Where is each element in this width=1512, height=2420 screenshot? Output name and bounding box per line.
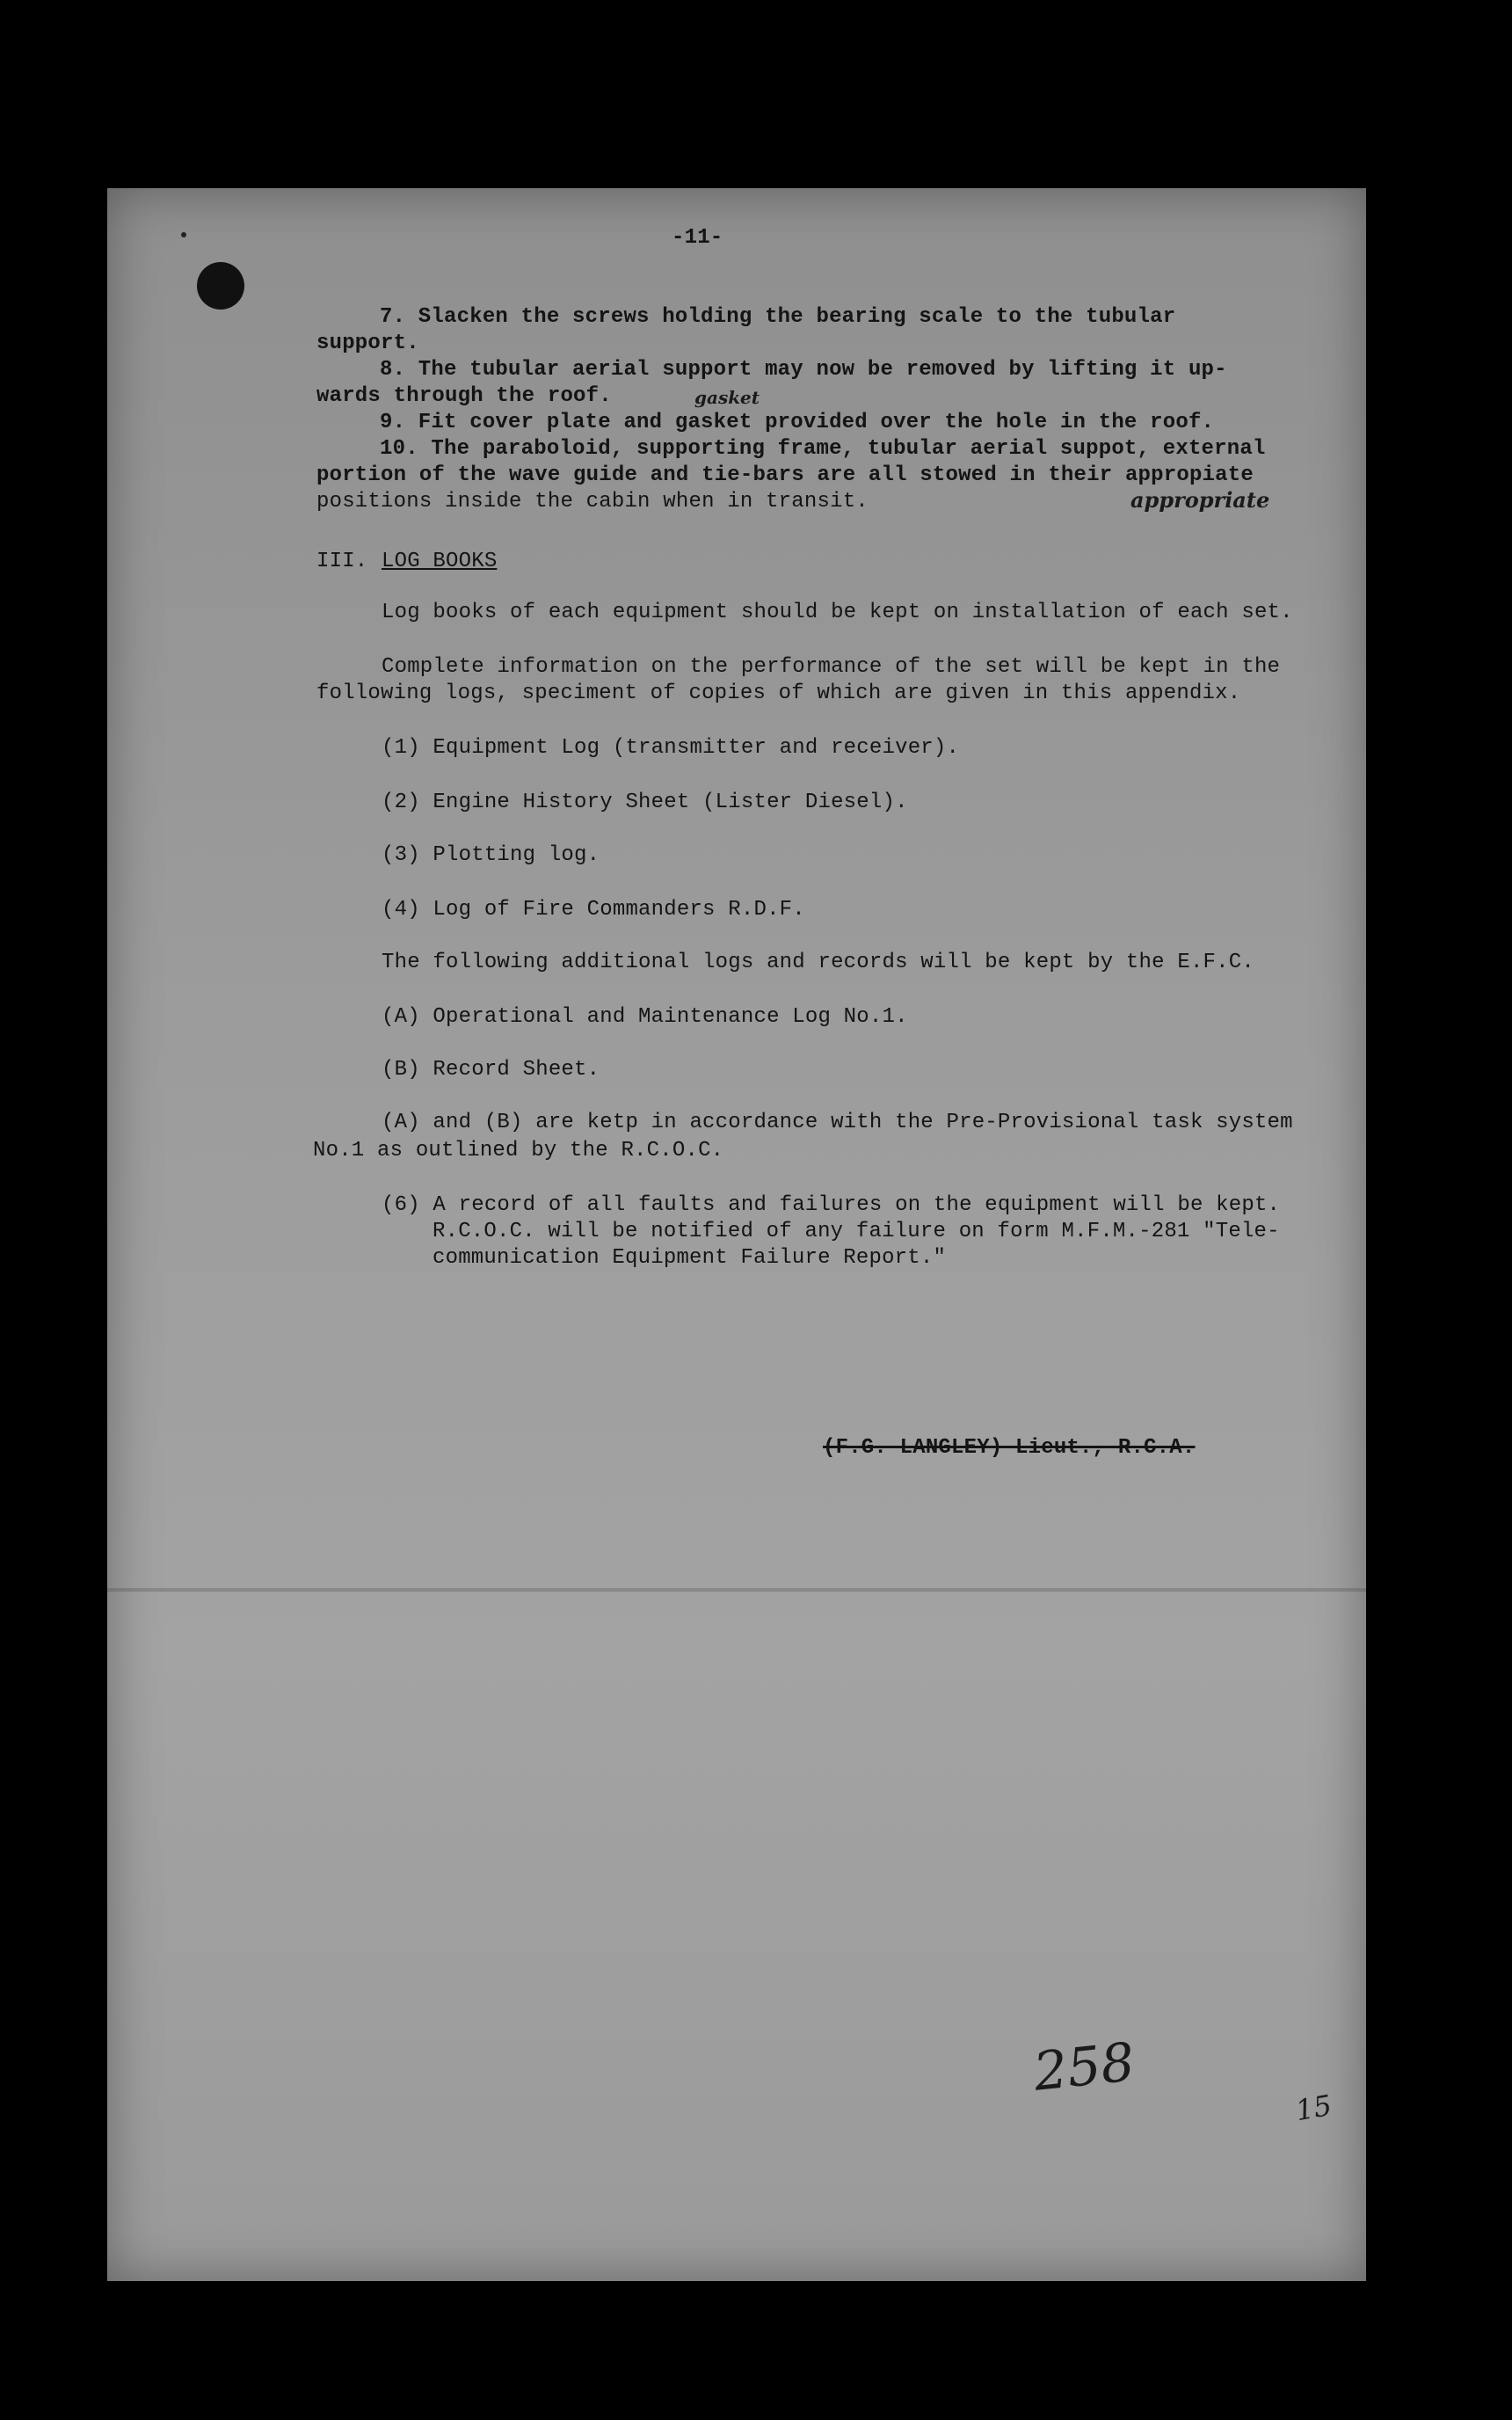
fold-line [107,1588,1366,1592]
struck-signature: (F.G. LANGLEY) Lieut., R.C.A. [823,1436,1196,1460]
paragraph-2-line-2: following logs, speciment of copies of which are given in this appendix. [316,682,1241,705]
page-number: -11- [672,226,723,250]
log-item-3: (3) Plotting log. [382,843,600,867]
paragraph-2-line-1: Complete information on the performance of the set will be kept in the [382,655,1281,679]
log-item-4: (4) Log of Fire Commanders R.D.F. [382,898,805,922]
paragraph-5-line-1: (6) A record of all faults and failures on the equipment will be kept. [382,1193,1281,1217]
paragraph-4-line-2: No.1 as outlined by the R.C.O.C. [313,1139,724,1163]
step-line-1: 7. Slacken the screws holding the bearing scale to the tubular [380,305,1176,329]
paragraph-4-line-1: (A) and (B) are ketp in accordance with the Pre-Provisional task system [382,1111,1293,1134]
ink-speck [181,232,186,237]
step-line-2: support. [316,332,419,355]
paragraph-3: The following additional logs and records will be kept by the E.F.C. [382,951,1254,974]
section-heading-number: III. [316,550,368,573]
step-line-6: 10. The paraboloid, supporting frame, tubular aerial suppot, external [380,437,1266,461]
paragraph-1: Log books of each equipment should be kept on installation of each set. [382,601,1293,624]
section-heading: LOG BOOKS [382,550,498,573]
log-item-1: (1) Equipment Log (transmitter and receiver). [382,736,960,760]
record-item-b: (B) Record Sheet. [382,1058,600,1082]
step-line-4: wards through the roof. [316,384,612,408]
handwritten-page-number: 258 [1030,2031,1138,2103]
handwritten-gasket: gasket [694,387,760,408]
paragraph-5-line-2: R.C.O.C. will be notified of any failure on form M.F.M.-281 "Tele- [433,1220,1280,1243]
log-item-2: (2) Engine History Sheet (Lister Diesel). [382,791,908,814]
handwritten-corner-mark: 15 [1293,2088,1334,2128]
step-line-5: 9. Fit cover plate and gasket provided over the hole in the roof. [380,411,1215,434]
paragraph-5-line-3: communication Equipment Failure Report." [433,1246,947,1270]
record-item-a: (A) Operational and Maintenance Log No.1. [382,1005,908,1029]
step-line-7: portion of the wave guide and tie-bars are all stowed in their appropiate [316,463,1254,487]
step-line-3: 8. The tubular aerial support may now be removed by lifting it up- [380,358,1227,382]
step-line-8: positions inside the cabin when in transit. [316,490,869,514]
handwritten-appropriate: appropriate [1130,487,1270,513]
